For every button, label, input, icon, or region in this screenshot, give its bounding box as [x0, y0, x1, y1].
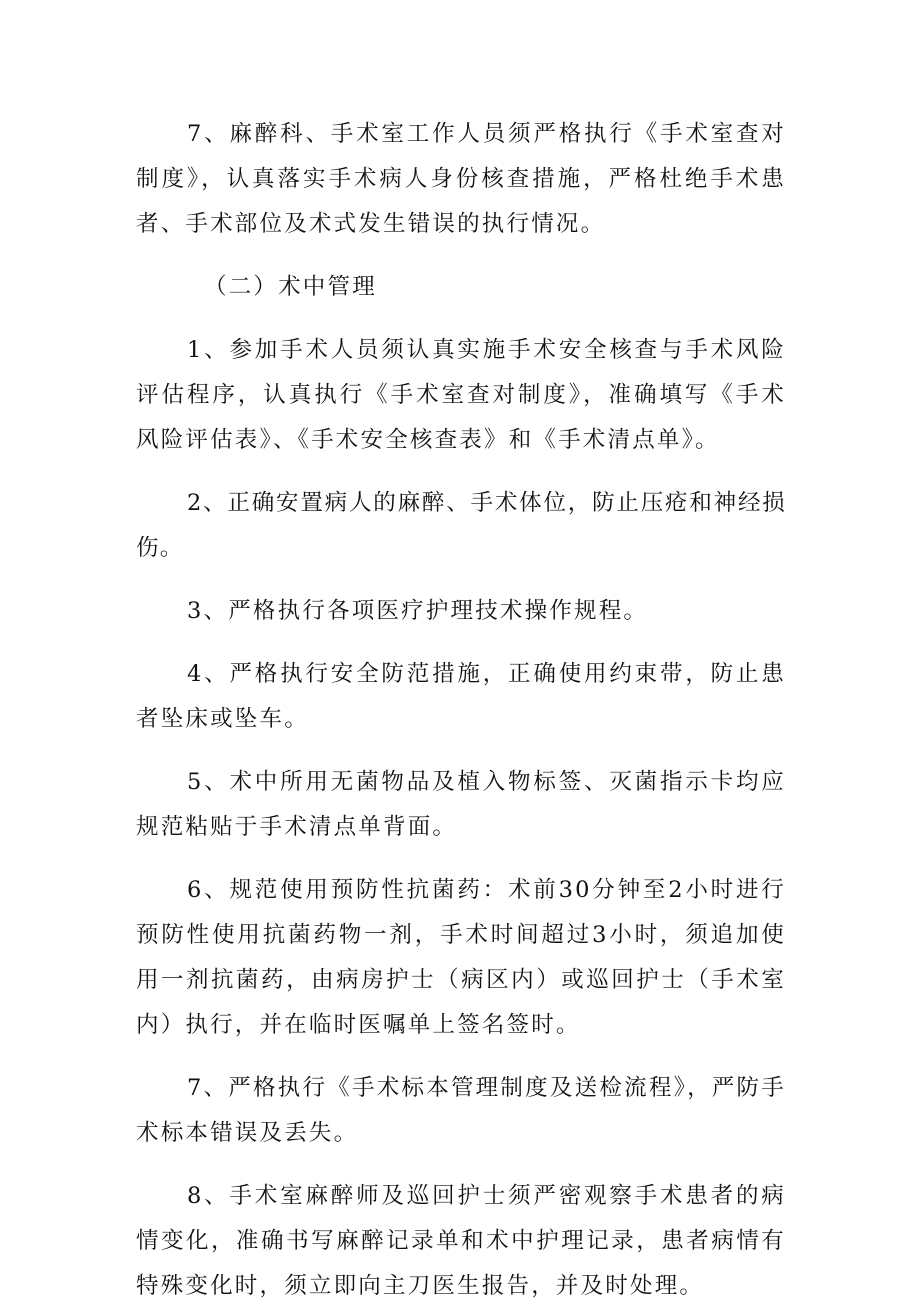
paragraph-item-8: 8、手术室麻醉师及巡回护士须严密观察手术患者的病情变化，准确书写麻醉记录单和术中护理记录，患者病情有特殊变化时，须立即向主刀医生报告，并及时处理。 — [136, 1183, 786, 1299]
paragraph-item-1: 1、参加手术人员须认真实施手术安全核查与手术风险评估程序，认真执行《手术室查对制度》，准确填写《手术风险评估表》、《手术安全核查表》和《手术清点单》。 — [136, 337, 786, 453]
paragraph-item-7-preop: 7、麻醉科、手术室工作人员须严格执行《手术室查对制度》，认真落实手术病人身份核查措施，严格杜绝手术患者、手术部位及术式发生错误的执行情况。 — [136, 121, 786, 237]
paragraph-item-3: 3、严格执行各项医疗护理技术操作规程。 — [187, 598, 649, 624]
paragraph-item-4: 4、严格执行安全防范措施，正确使用约束带，防止患者坠床或坠车。 — [136, 661, 786, 732]
paragraph-item-5: 5、术中所用无菌物品及植入物标签、灭菌指示卡均应规范粘贴于手术清点单背面。 — [136, 769, 786, 840]
section-heading-intraop-management: （二）术中管理 — [204, 274, 377, 300]
paragraph-item-6: 6、规范使用预防性抗菌药：术前30分钟至2小时进行预防性使用抗菌药物一剂，手术时间超过3小时，须追加使用一剂抗菌药，由病房护士（病区内）或巡回护士（手术室内）执行，并在临时医嘱单上签名签时。 — [136, 877, 786, 1038]
paragraph-item-2: 2、正确安置病人的麻醉、手术体位，防止压疮和神经损伤。 — [136, 490, 786, 561]
paragraph-item-7: 7、严格执行《手术标本管理制度及送检流程》，严防手术标本错误及丢失。 — [136, 1075, 786, 1146]
